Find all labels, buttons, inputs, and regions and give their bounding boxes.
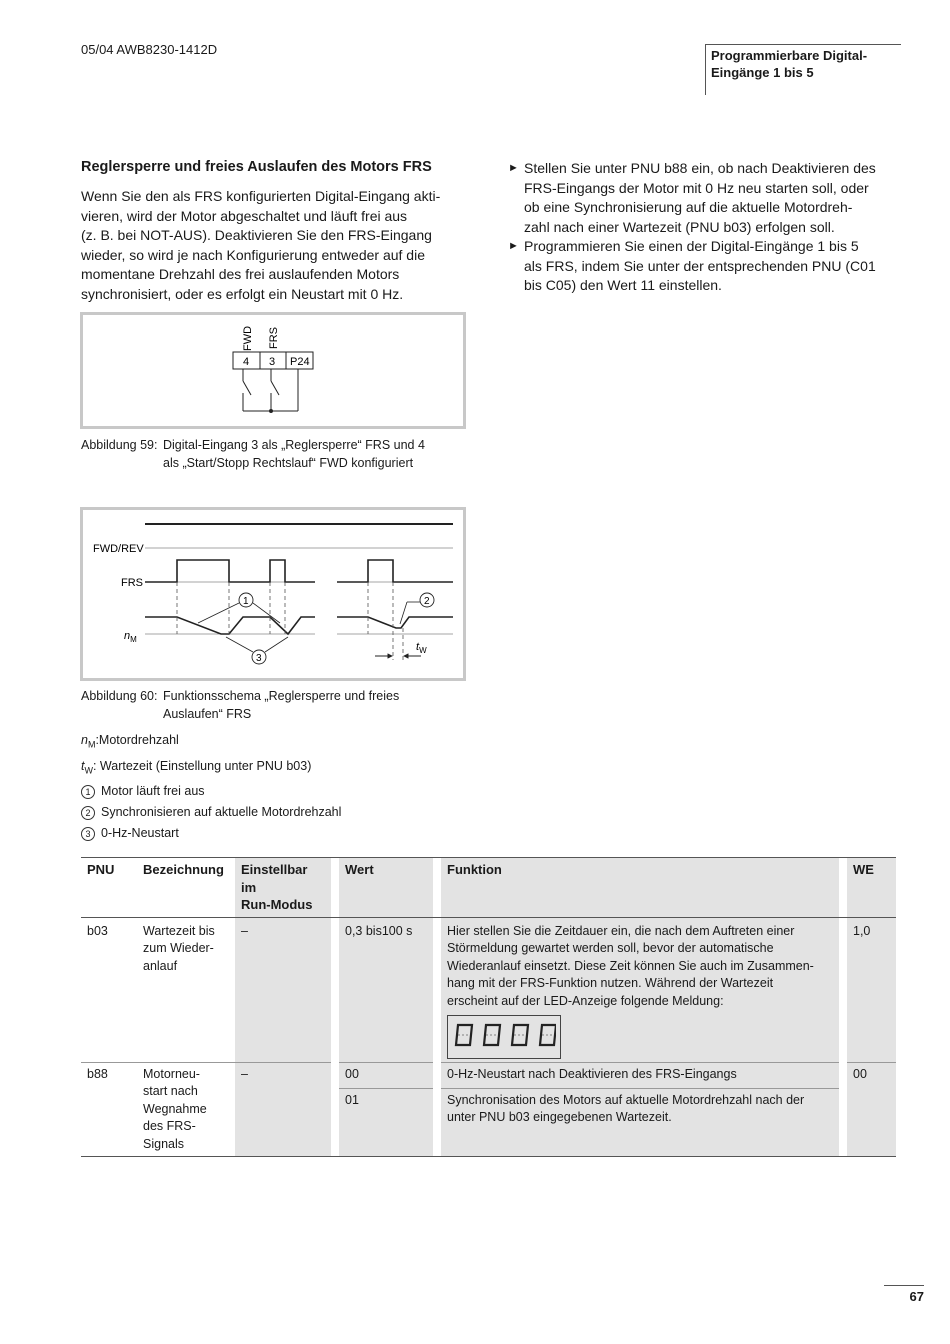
legend-text: 0-Hz-Neustart (101, 826, 179, 840)
legend-subscript: M (87, 739, 96, 750)
led-display-icon (447, 1015, 561, 1059)
intro-paragraph (81, 187, 441, 304)
seven-segment-icon (452, 1019, 556, 1049)
label-fwdrev: FWD/REV (93, 543, 144, 555)
marker-1-label: 1 (243, 596, 249, 607)
cell-funktion (441, 1088, 839, 1156)
marker-3-label: 3 (256, 653, 262, 664)
marker-leader (226, 637, 253, 652)
marker-leader (265, 637, 288, 652)
instruction-line: FRS-Eingangs der Motor mit 0 Hz neu starten soll, oder (524, 179, 869, 196)
caption-text: Funktionsschema „Reglersperre und freies (163, 689, 400, 703)
cell-line: start nach (143, 1084, 198, 1098)
bullet-arrow-icon: ► (508, 162, 519, 174)
legend-item (81, 756, 341, 782)
caption-label: Abbildung 60: (81, 689, 158, 703)
terminal-p24: P24 (290, 356, 310, 368)
header-line: Einstellbar im (241, 862, 308, 895)
frs-signal (145, 560, 315, 582)
cell-funktion: 0-Hz-Neustart nach Deaktivieren des FRS-Eingangs (441, 1062, 839, 1088)
label-fwd: FWD (242, 325, 254, 351)
figure-60-caption (81, 688, 399, 723)
cell-funktion (441, 917, 839, 1062)
table-row-b03 (81, 917, 896, 1062)
cell-line: Störmeldung gewartet werden soll, bevor der automatische (447, 941, 774, 955)
table-row-b88-00 (81, 1062, 896, 1088)
switch-frs (271, 381, 279, 395)
timing-diagram-svg (83, 510, 463, 678)
instruction-line: Stellen Sie unter PNU b88 ein, ob nach Deaktivieren des (524, 160, 876, 176)
cell-einstellbar: – (235, 1062, 331, 1157)
col-header-funktion: Funktion (441, 858, 839, 918)
intro-line: (z. B. bei NOT-AUS). Deaktivieren Sie den FRS-Eingang (81, 227, 432, 243)
intro-line: vieren, wird der Motor abgeschaltet und läuft frei aus (81, 207, 408, 224)
legend-symbol: n (81, 733, 88, 747)
marker-2-label: 2 (424, 596, 430, 607)
intro-line: synchronisiert, oder es erfolgt ein Neustart mit 0 Hz. (81, 285, 404, 302)
caption-label: Abbildung 59: (81, 438, 158, 452)
col-header-einstellbar (235, 858, 331, 918)
caption-text: Auslaufen“ FRS (163, 706, 252, 721)
cell-bezeichnung (137, 917, 235, 1062)
caption-text: als „Start/Stopp Rechtslauf“ FWD konfiguriert (163, 455, 414, 470)
instruction-item (508, 237, 888, 296)
intro-line: Wenn Sie den als FRS konfigurierten Digital-Eingang akti- (81, 188, 441, 204)
cell-line: erscheint auf der LED-Anzeige folgende Meldung: (447, 993, 724, 1008)
cell-we: 00 (847, 1062, 896, 1157)
cell-line: Wiederanlauf einsetzt. Diese Zeit können Sie auch im Zusammen- (447, 958, 814, 973)
figure-60-timing-diagram (80, 507, 466, 681)
cell-line: Synchronisation des Motors auf aktuelle Motordrehzahl nach der (447, 1092, 805, 1107)
circled-number-icon: 1 (81, 785, 95, 799)
marker-leader (198, 603, 239, 623)
junction-dot (269, 409, 273, 413)
col-header-pnu: PNU (87, 862, 115, 877)
cell-line: unter PNU b03 eingegebenen Wartezeit. (447, 1110, 672, 1125)
col-header-wert: Wert (339, 858, 433, 918)
cell-line: hang mit der FRS-Funktion nutzen. Während der Wartezeit (447, 976, 774, 990)
cell-line: Wartezeit bis (143, 923, 215, 938)
instruction-list (508, 159, 888, 296)
wiring-diagram-svg (83, 315, 463, 426)
cell-pnu: b03 (87, 923, 108, 938)
col-header-we: WE (847, 858, 896, 918)
label-frs: FRS (121, 577, 143, 589)
legend-item (81, 802, 341, 823)
terminal-4: 4 (243, 356, 250, 368)
page-number: 67 (884, 1285, 924, 1304)
circled-number-icon: 3 (81, 827, 95, 841)
cell-line: Wegnahme (143, 1101, 207, 1116)
bullet-arrow-icon: ► (508, 240, 519, 252)
cell-line: zum Wieder- (143, 941, 214, 955)
legend-text: Synchronisieren auf aktuelle Motordrehzahl (101, 805, 342, 819)
cell-line: anlauf (143, 958, 178, 973)
legend-text: Motor läuft frei aus (101, 784, 205, 798)
cell-we: 1,0 (847, 917, 896, 1062)
figure-59-caption (81, 437, 425, 472)
terminal-3: 3 (269, 356, 276, 368)
legend-item (81, 781, 341, 802)
caption-text: Digital-Eingang 3 als „Reglersperre“ FRS und 4 (163, 438, 425, 452)
marker-leader (253, 603, 280, 623)
parameter-table (81, 857, 896, 1157)
label-nm: $n_M$ (124, 630, 137, 644)
cell-line: des FRS- (143, 1119, 196, 1133)
legend-text: : Wartezeit (Einstellung unter PNU b03) (92, 758, 312, 773)
legend-symbol: t (81, 758, 85, 773)
figure-59-wiring-diagram (80, 312, 466, 429)
cell-line: Signals (143, 1136, 184, 1151)
legend-item (81, 823, 341, 844)
chapter-heading-line: Programmierbare Digital- (711, 48, 868, 63)
cell-wert: 0,3 bis100 s (339, 917, 433, 1062)
chapter-heading-line: Eingänge 1 bis 5 (711, 65, 814, 80)
circled-number-icon: 2 (81, 806, 95, 820)
frs-signal (337, 560, 453, 582)
table-header-row (81, 858, 896, 918)
cell-bezeichnung (137, 1062, 235, 1157)
label-frs: FRS (268, 327, 280, 349)
section-title: Reglersperre und freies Auslaufen des Motors FRS (81, 159, 432, 175)
cell-wert: 01 (339, 1088, 433, 1156)
legend-subscript: W (84, 765, 93, 775)
legend-text: :Motordrehzahl (95, 733, 179, 747)
chapter-heading (705, 44, 901, 95)
document-reference: 05/04 AWB8230-1412D (81, 42, 218, 57)
nm-curve (145, 617, 315, 634)
instruction-line: Programmieren Sie einen der Digital-Eingänge 1 bis 5 (524, 238, 859, 254)
intro-line: wieder, so wird je nach Konfigurierung entweder auf die (81, 246, 425, 263)
intro-line: momentane Drehzahl des frei auslaufenden Motors (81, 266, 400, 282)
header-line: Run-Modus (241, 897, 313, 912)
nm-curve (337, 617, 453, 628)
cell-wert: 00 (339, 1062, 433, 1088)
label-tw: $t_W$ (416, 641, 427, 655)
cell-einstellbar: – (235, 917, 331, 1062)
col-header-bezeichnung: Bezeichnung (143, 862, 224, 877)
instruction-item (508, 159, 888, 237)
instruction-line: bis C05) den Wert 11 einstellen. (524, 277, 722, 293)
cell-line: Hier stellen Sie die Zeitdauer ein, die nach dem Auftreten einer (447, 923, 795, 938)
instruction-line: zahl nach einer Wartezeit (PNU b03) erfolgen soll. (524, 218, 835, 235)
cell-line: Motorneu- (143, 1066, 200, 1081)
switch-fwd (243, 381, 251, 395)
cell-pnu: b88 (81, 1062, 137, 1157)
figure-legend (81, 730, 341, 844)
legend-item (81, 730, 341, 756)
instruction-line: als FRS, indem Sie unter der entsprechenden PNU (C01 (524, 257, 876, 274)
instruction-line: ob eine Synchronisierung auf die aktuelle Motordreh- (524, 199, 853, 215)
